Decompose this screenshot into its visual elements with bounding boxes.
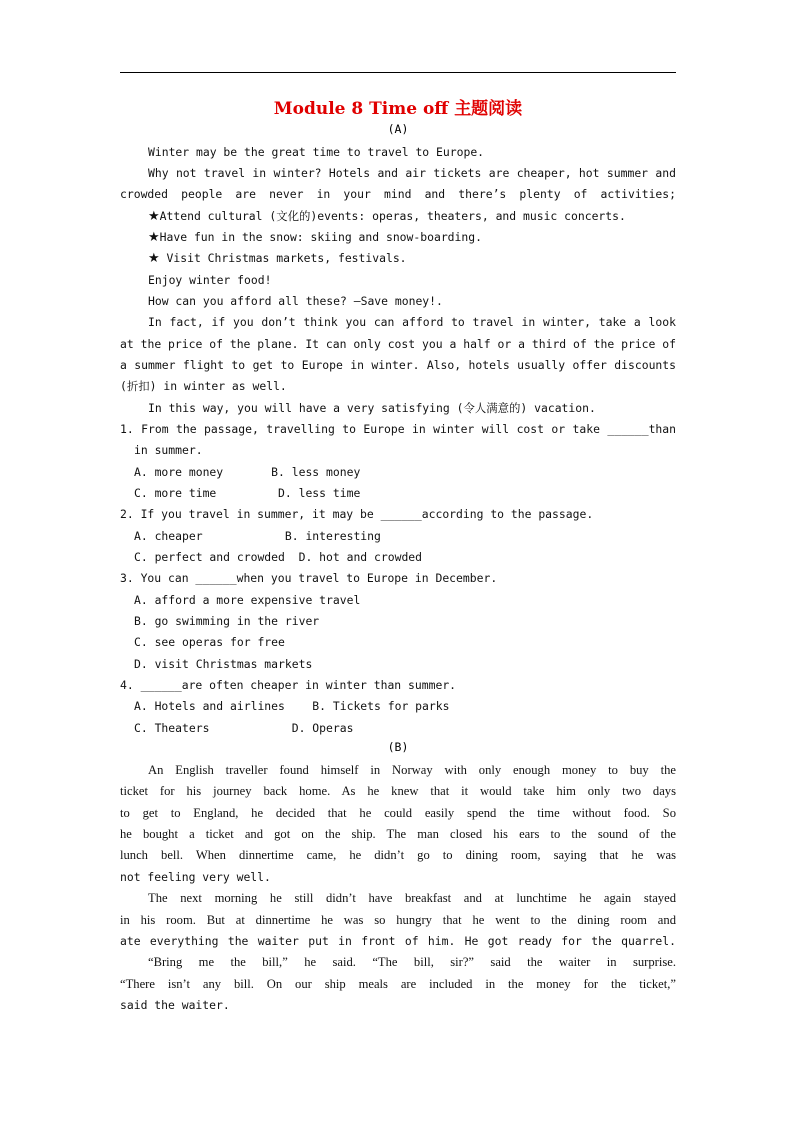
- title-chinese: 主题阅读: [454, 99, 523, 119]
- b-paragraph-3-line-3: said the waiter.: [120, 998, 230, 1012]
- section-a-label: (A): [387, 122, 409, 136]
- b-paragraph-1-line-6: not feeling very well.: [120, 870, 271, 884]
- a-paragraph-5-line-2: at the price of the plane. It can only cost you a half or a third of the price of: [120, 337, 676, 351]
- a-paragraph-5-line-4: (折扣) in winter as well.: [120, 379, 287, 393]
- header-rule: [120, 72, 676, 73]
- star-icon: ★: [148, 251, 160, 266]
- question-3-option-d: D. visit Christmas markets: [134, 657, 313, 671]
- bullet-item-2: [148, 229, 676, 246]
- b-paragraph-2-line-3: ate everything the waiter put in front of him. He got ready for the quarrel.: [120, 934, 676, 948]
- question-3: 3. You can ______when you travel to Europe in December.: [120, 571, 498, 585]
- question-3-option-c: C. see operas for free: [134, 635, 285, 649]
- bullet-text-2: Have fun in the snow: skiing and snow-boarding.: [159, 230, 482, 244]
- a-paragraph-4: How can you afford all these? —Save money!.: [148, 294, 443, 308]
- question-4-options-ab: A. Hotels and airlines B. Tickets for parks: [134, 699, 450, 713]
- question-2: 2. If you travel in summer, it may be ______according to the passage.: [120, 507, 594, 521]
- bullet-text-1: Attend cultural (文化的)events: operas, theaters, and music concerts.: [159, 209, 626, 223]
- question-4-options-cd: C. Theaters D. Operas: [134, 721, 354, 735]
- b-paragraph-1-line-2: ticket for his journey back home. As he knew that it would take him only two days: [120, 784, 676, 798]
- page-title: [120, 94, 676, 119]
- section-b-label: (B): [387, 740, 409, 754]
- star-icon: ★: [148, 209, 160, 224]
- bullet-item-1: [148, 208, 676, 225]
- question-3-option-a: A. afford a more expensive travel: [134, 593, 361, 607]
- question-1-options-ab: A. more money B. less money: [134, 465, 361, 479]
- bullet-item-3: [148, 250, 676, 267]
- a-paragraph-6: In this way, you will have a very satisfying (令人满意的) vacation.: [148, 401, 596, 415]
- b-paragraph-1-line-1: An English traveller found himself in Norway with only enough money to buy the: [148, 763, 676, 777]
- b-paragraph-1-line-5: lunch bell. When dinnertime came, he didn’t go to dining room, saying that he was: [120, 848, 676, 862]
- b-paragraph-2-line-1: The next morning he still didn’t have breakfast and at lunchtime he again stayed: [148, 891, 676, 905]
- question-1-options-cd: C. more time D. less time: [134, 486, 361, 500]
- b-paragraph-2-line-2: in his room. But at dinnertime he was so hungry that he went to the dining room and: [120, 913, 676, 927]
- star-icon: ★: [148, 230, 160, 245]
- question-1-line-2: in summer.: [134, 443, 203, 457]
- a-paragraph-5-line-3: a summer flight to get to Europe in winter. Also, hotels usually offer discounts: [120, 358, 676, 372]
- question-3-option-b: B. go swimming in the river: [134, 614, 320, 628]
- title-english: Module 8 Time off: [273, 99, 449, 119]
- b-paragraph-3-line-2: “There isn’t any bill. On our ship meals are included in the money for the ticket,”: [120, 977, 676, 991]
- a-paragraph-2-line-2: crowded people are never in your mind and there’s plenty of activities;: [120, 187, 676, 201]
- a-paragraph-2-line-1: Why not travel in winter? Hotels and air tickets are cheaper, hot summer and: [148, 166, 676, 180]
- question-4: 4. ______are often cheaper in winter than summer.: [120, 678, 457, 692]
- question-2-options-ab: A. cheaper B. interesting: [134, 529, 381, 543]
- b-paragraph-1-line-4: he bought a ticket and got on the ship. The man closed his ears to the sound of the: [120, 827, 676, 841]
- a-paragraph-5-line-1: In fact, if you don’t think you can afford to travel in winter, take a look: [148, 315, 676, 329]
- question-2-options-cd: C. perfect and crowded D. hot and crowded: [134, 550, 423, 564]
- a-paragraph-1: Winter may be the great time to travel to Europe.: [148, 145, 485, 159]
- bullet-text-3: Visit Christmas markets, festivals.: [159, 251, 407, 265]
- b-paragraph-1-line-3: to get to England, he decided that he could easily spend the time without food. So: [120, 806, 676, 820]
- a-paragraph-3: Enjoy winter food!: [148, 273, 272, 287]
- question-1-line-1: 1. From the passage, travelling to Europe in winter will cost or take ______than: [120, 422, 676, 436]
- b-paragraph-3-line-1: “Bring me the bill,” he said. “The bill, sir?” said the waiter in surprise.: [148, 955, 676, 969]
